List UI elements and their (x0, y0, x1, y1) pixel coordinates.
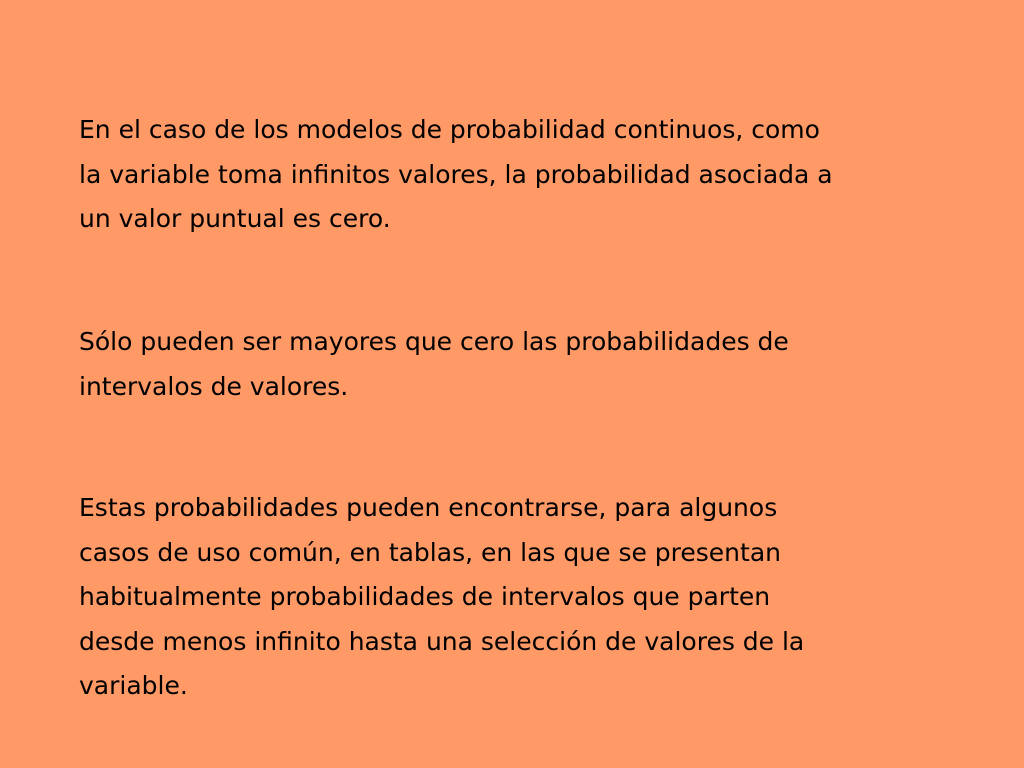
paragraph-line: En el caso de los modelos de probabilidad continuos, como (79, 115, 820, 144)
paragraph-interval-probabilities (79, 320, 959, 409)
paragraph-line: Sólo pueden ser mayores que cero las probabilidades de (79, 327, 789, 356)
paragraph-line: casos de uso común, en tablas, en las que se presentan (79, 537, 781, 567)
paragraph-line: intervalos de valores. (79, 371, 349, 401)
paragraph-line: habitualmente probabilidades de intervalos que parten (79, 582, 771, 611)
paragraph-continuous-models (79, 108, 959, 242)
paragraph-probability-tables (79, 486, 959, 709)
paragraph-line: variable. (79, 671, 188, 700)
paragraph-line: la variable toma infinitos valores, la probabilidad asociada a (79, 159, 833, 189)
paragraph-line: Estas probabilidades pueden encontrarse, para algunos (79, 493, 778, 522)
paragraph-line: desde menos infinito hasta una selección de valores de la (79, 626, 805, 656)
paragraph-line: un valor puntual es cero. (79, 204, 391, 233)
